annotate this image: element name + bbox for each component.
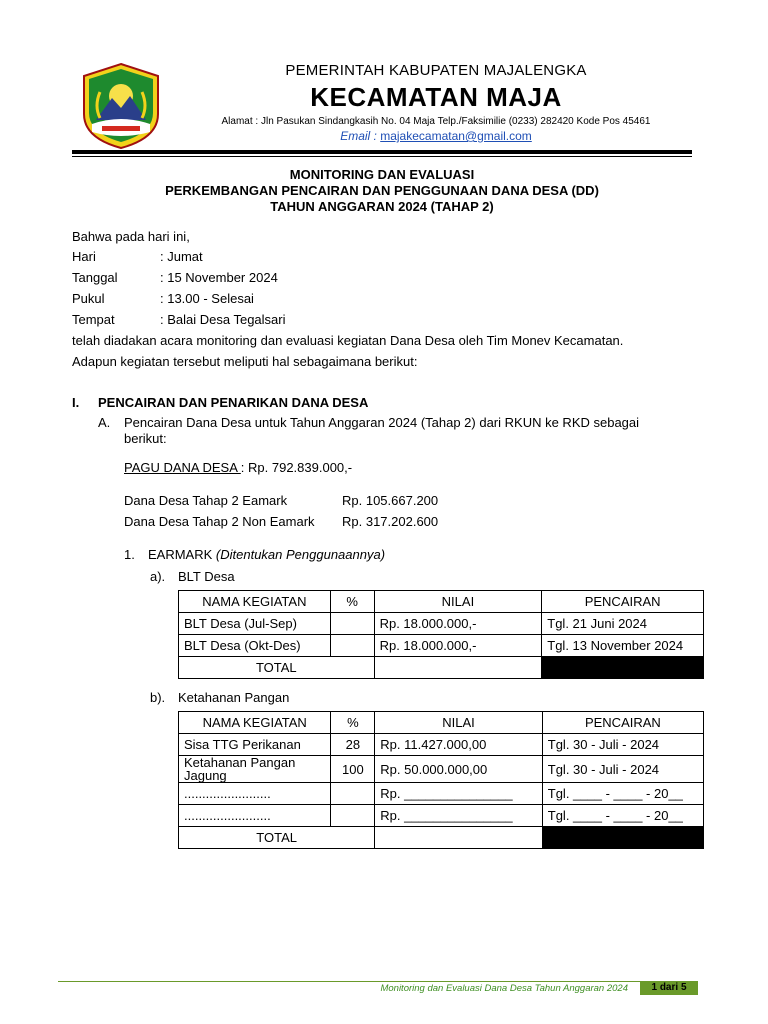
cell-total-blacked xyxy=(542,657,704,679)
field-label-tanggal: Tanggal xyxy=(72,270,118,285)
document-title-line1: MONITORING DAN EVALUASI xyxy=(289,167,475,182)
cell-nama: ........................ xyxy=(179,783,331,805)
cell-nilai: Rp. _______________ xyxy=(375,805,542,827)
cell-nilai: Rp. 50.000.000,00 xyxy=(375,756,542,783)
section-number: I. xyxy=(72,395,80,410)
table-total-row xyxy=(179,827,704,849)
intro-paragraph: telah diadakan acara monitoring dan evaluasi kegiatan Dana Desa oleh Tim Monev Kecamatan. xyxy=(72,333,624,348)
col-header-pencairan: PENCAIRAN xyxy=(542,591,704,613)
cell-pencairan: Tgl. 13 November 2024 xyxy=(542,635,704,657)
table-header-row xyxy=(179,712,704,734)
cell-persen: 28 xyxy=(331,734,375,756)
pagu-label: PAGU DANA DESA xyxy=(124,460,241,475)
field-value-tempat: : Balai Desa Tegalsari xyxy=(160,312,286,327)
email-link[interactable]: majakecamatan@gmail.com xyxy=(380,129,532,143)
sub-label-blt: BLT Desa xyxy=(178,569,235,584)
item-earmark-label: EARMARK xyxy=(148,547,216,562)
kabupaten-majalengka-logo xyxy=(78,62,164,150)
field-value-pukul: : 13.00 - Selesai xyxy=(160,291,254,306)
col-header-persen: % xyxy=(331,712,375,734)
letterhead-thick-rule xyxy=(72,150,692,154)
email-label: Email : xyxy=(340,129,377,143)
cell-pencairan: Tgl. ____ - ____ - 20__ xyxy=(542,783,703,805)
pagu-line xyxy=(124,460,352,475)
letterhead-office: KECAMATAN MAJA xyxy=(310,82,562,112)
sub-letter-b: b). xyxy=(150,690,166,705)
dd-value-earmark: Rp. 105.667.200 xyxy=(342,493,439,508)
footer-title: Monitoring dan Evaluasi Dana Desa Tahun Anggaran 2024 xyxy=(380,983,628,994)
cell-pencairan: Tgl. 21 Juni 2024 xyxy=(542,613,704,635)
cell-persen xyxy=(330,613,374,635)
letterhead-thin-rule xyxy=(72,156,692,157)
cell-nama: Sisa TTG Perikanan xyxy=(179,734,331,756)
dd-label-earmark: Dana Desa Tahap 2 Eamark xyxy=(124,493,288,508)
table-row xyxy=(179,635,704,657)
subsection-letter: A. xyxy=(98,415,111,430)
field-label-tempat: Tempat xyxy=(72,312,115,327)
cell-pencairan: Tgl. ____ - ____ - 20__ xyxy=(542,805,703,827)
field-label-hari: Hari xyxy=(72,249,96,264)
table-row xyxy=(179,734,704,756)
cell-nama: Ketahanan Pangan Jagung xyxy=(179,756,331,783)
pangan-table xyxy=(178,711,704,849)
col-header-nilai: NILAI xyxy=(374,591,542,613)
cell-nama: BLT Desa (Jul-Sep) xyxy=(179,613,331,635)
col-header-nilai: NILAI xyxy=(375,712,542,734)
cell-pencairan: Tgl. 30 - Juli - 2024 xyxy=(542,734,703,756)
table-total-row xyxy=(179,657,704,679)
cell-total-label: TOTAL xyxy=(179,657,375,679)
subsection-text-line2: berikut: xyxy=(124,431,167,446)
cell-nilai: Rp. 18.000.000,- xyxy=(374,613,542,635)
col-header-nama: NAMA KEGIATAN xyxy=(179,712,331,734)
blt-table xyxy=(178,590,704,679)
col-header-nama: NAMA KEGIATAN xyxy=(179,591,331,613)
cell-total-nilai xyxy=(374,657,542,679)
intro-opening: Bahwa pada hari ini, xyxy=(72,229,190,244)
cell-nama: BLT Desa (Okt-Des) xyxy=(179,635,331,657)
letterhead-government: PEMERINTAH KABUPATEN MAJALENGKA xyxy=(285,62,587,79)
cell-persen xyxy=(331,805,375,827)
pagu-value: : Rp. 792.839.000,- xyxy=(240,460,353,475)
section-heading: PENCAIRAN DAN PENARIKAN DANA DESA xyxy=(98,395,369,410)
intro-paragraph-2: Adapun kegiatan tersebut meliputi hal sebagaimana berikut: xyxy=(72,354,418,369)
table-row xyxy=(179,783,704,805)
cell-persen xyxy=(330,635,374,657)
footer-rule xyxy=(58,981,698,982)
dd-value-non-earmark: Rp. 317.202.600 xyxy=(342,514,439,529)
table-row xyxy=(179,756,704,783)
col-header-persen: % xyxy=(330,591,374,613)
table-row xyxy=(179,805,704,827)
cell-persen: 100 xyxy=(331,756,375,783)
col-header-pencairan: PENCAIRAN xyxy=(542,712,703,734)
cell-nilai: Rp. 11.427.000,00 xyxy=(375,734,542,756)
table-header-row xyxy=(179,591,704,613)
field-value-hari: : Jumat xyxy=(160,249,203,264)
cell-total-blacked xyxy=(542,827,703,849)
letterhead-address: Alamat : Jln Pasukan Sindangkasih No. 04 Maja Telp./Faksimilie (0233) 282420 Kode Pos 45461 xyxy=(221,116,651,127)
cell-persen xyxy=(331,783,375,805)
item-earmark-note: (Ditentukan Penggunaannya) xyxy=(215,547,386,562)
document-title-line2: PERKEMBANGAN PENCAIRAN DAN PENGGUNAAN DANA DESA (DD) xyxy=(165,183,599,198)
field-value-tanggal: : 15 November 2024 xyxy=(160,270,278,285)
letterhead-email-line xyxy=(180,129,692,143)
subsection-text-line1: Pencairan Dana Desa untuk Tahun Anggaran 2024 (Tahap 2) dari RKUN ke RKD sebagai xyxy=(124,415,640,430)
page-number-badge: 1 dari 5 xyxy=(640,981,698,995)
dd-label-non-earmark: Dana Desa Tahap 2 Non Eamark xyxy=(124,514,315,529)
cell-nilai: Rp. 18.000.000,- xyxy=(374,635,542,657)
cell-total-nilai xyxy=(375,827,542,849)
table-row xyxy=(179,613,704,635)
cell-nilai: Rp. _______________ xyxy=(375,783,542,805)
item-earmark xyxy=(148,547,385,562)
sub-letter-a: a). xyxy=(150,569,166,584)
cell-pencairan: Tgl. 30 - Juli - 2024 xyxy=(542,756,703,783)
item-number: 1. xyxy=(124,547,135,562)
cell-nama: ........................ xyxy=(179,805,331,827)
document-title-line3: TAHUN ANGGARAN 2024 (TAHAP 2) xyxy=(270,199,494,214)
sub-label-pangan: Ketahanan Pangan xyxy=(178,690,290,705)
field-label-pukul: Pukul xyxy=(72,291,105,306)
cell-total-label: TOTAL xyxy=(179,827,375,849)
